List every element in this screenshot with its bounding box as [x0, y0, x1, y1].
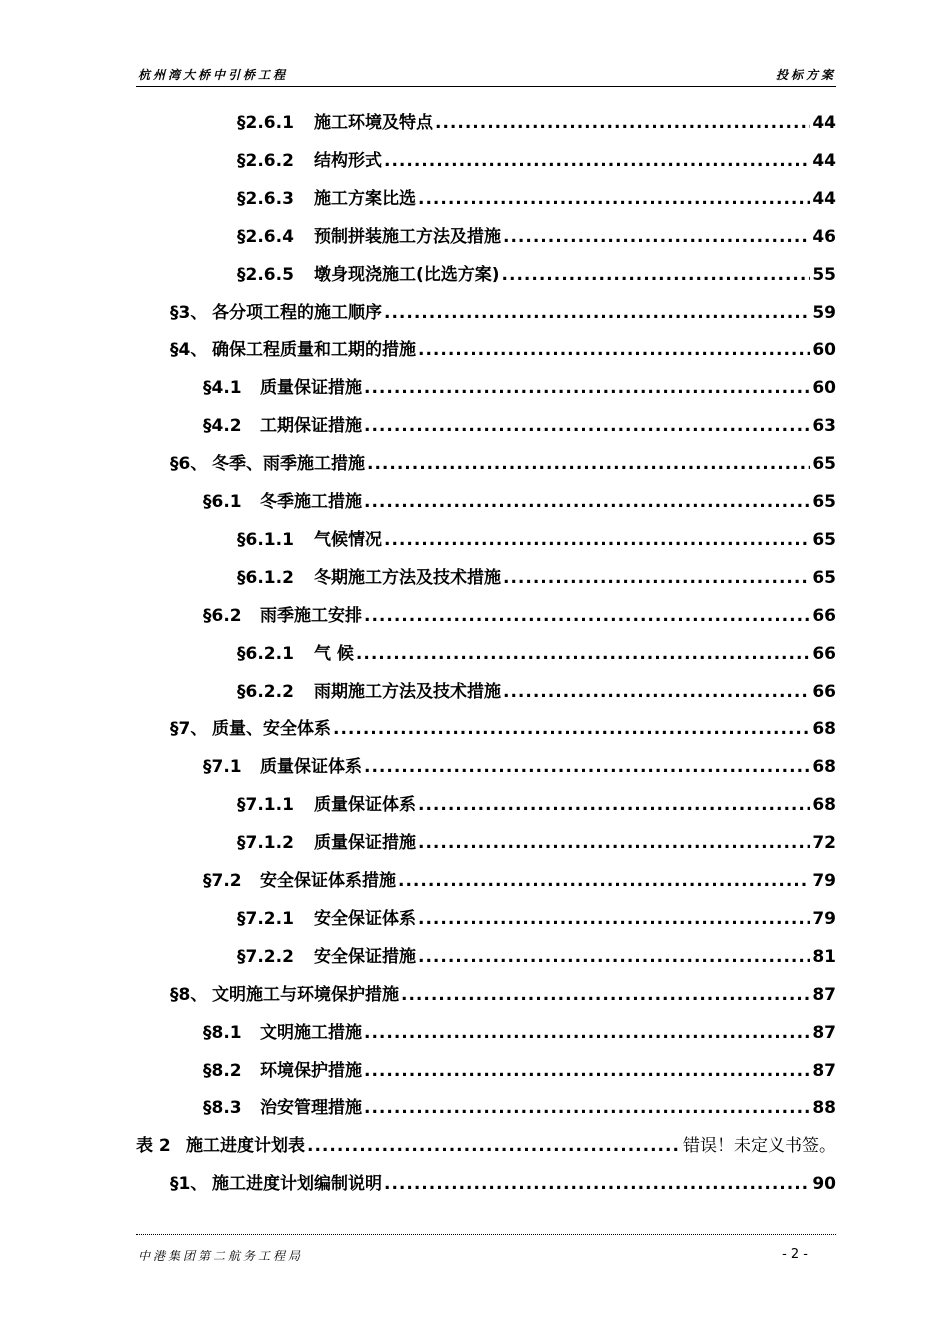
toc-entry-number: §6.1.1 — [237, 529, 294, 550]
toc-entry-page: 87 — [812, 1060, 836, 1081]
toc-entry-title: 雨期施工方法及技术措施 — [314, 681, 501, 702]
toc-entry[interactable] — [203, 1019, 836, 1047]
toc-entry-page: 88 — [812, 1098, 836, 1119]
toc-entry-title: 环境保护措施 — [260, 1060, 362, 1081]
toc-entry[interactable] — [237, 223, 836, 251]
header-project-title: 杭州湾大桥中引桥工程 — [138, 68, 289, 82]
toc-entry[interactable] — [237, 678, 836, 706]
toc-entry-title: 墩身现浇施工(比选方案) — [314, 264, 500, 285]
toc-entry-page: 66 — [812, 681, 836, 702]
toc-entry-title: 雨季施工安排 — [260, 605, 362, 626]
toc-entry[interactable] — [136, 1132, 836, 1160]
toc-dot-leader — [364, 1094, 810, 1122]
toc-dot-leader — [435, 109, 810, 137]
toc-dot-leader — [418, 791, 810, 819]
toc-entry-title: 文明施工措施 — [260, 1022, 362, 1043]
toc-entry-number: §4.2 — [203, 416, 242, 437]
toc-entry-title: 确保工程质量和工期的措施 — [212, 340, 416, 361]
page-header — [136, 64, 836, 87]
toc-entry[interactable] — [237, 640, 836, 668]
toc-entry-page: 72 — [812, 833, 836, 854]
toc-entry[interactable] — [237, 829, 836, 857]
toc-entry-number: §7.1.2 — [237, 833, 294, 854]
toc-entry-title: 质量、安全体系 — [212, 719, 331, 740]
toc-dot-leader — [367, 450, 810, 478]
toc-entry-page: 46 — [812, 226, 836, 247]
toc-entry-page: 63 — [812, 416, 836, 437]
toc-entry-number: §6.1 — [203, 492, 242, 512]
toc-dot-leader — [418, 943, 810, 971]
toc-entry-title: 各分项工程的施工顺序 — [212, 302, 382, 323]
toc-entry[interactable] — [237, 109, 836, 137]
toc-entry-number: §6.2.2 — [237, 681, 294, 702]
toc-entry-number: §2.6.5 — [237, 264, 294, 285]
toc-entry-page: 65 — [812, 529, 836, 550]
toc-dot-leader — [503, 564, 810, 592]
toc-dot-leader — [307, 1132, 681, 1160]
toc-entry[interactable] — [237, 564, 836, 592]
toc-entry-page: 60 — [812, 340, 836, 361]
toc-entry-page: 44 — [812, 150, 836, 171]
toc-entry-page: 68 — [812, 757, 836, 778]
toc-entry[interactable] — [237, 147, 836, 175]
toc-entry-number: §1、 — [170, 1174, 208, 1195]
toc-entry-title: 安全保证措施 — [314, 946, 416, 967]
toc-entry-page: 66 — [812, 643, 836, 664]
toc-entry-number: §7.1.1 — [237, 795, 294, 816]
toc-entry-page: 65 — [812, 567, 836, 588]
toc-entry-title: 冬期施工方法及技术措施 — [314, 567, 501, 588]
toc-entry[interactable] — [203, 867, 836, 895]
toc-entry[interactable] — [203, 1057, 836, 1085]
toc-entry-title: 气候情况 — [314, 529, 382, 550]
toc-entry-number: §8.3 — [203, 1098, 242, 1119]
toc-entry-page: 44 — [812, 188, 836, 209]
toc-entry-title: 冬季、雨季施工措施 — [212, 454, 365, 475]
toc-dot-leader — [364, 1019, 810, 1047]
toc-dot-leader — [333, 715, 810, 743]
toc-entry[interactable] — [170, 450, 836, 478]
toc-entry-number: §4.1 — [203, 378, 242, 399]
toc-entry-title: 预制拼装施工方法及措施 — [314, 226, 501, 247]
toc-entry-number: §6、 — [170, 454, 208, 475]
toc-entry-number: §6.2 — [203, 605, 242, 626]
toc-entry-number: §8.2 — [203, 1060, 242, 1081]
toc-dot-leader — [364, 488, 810, 516]
toc-entry-number: §2.6.2 — [237, 150, 294, 171]
toc-entry-number: §6.1.2 — [237, 567, 294, 588]
toc-entry-title: 安全保证体系措施 — [260, 871, 396, 891]
toc-entry-page: 68 — [812, 795, 836, 816]
toc-dot-leader — [398, 867, 810, 895]
toc-entry-title: 质量保证措施 — [314, 833, 416, 854]
toc-dot-leader — [384, 526, 810, 554]
page-footer — [136, 1234, 836, 1263]
toc-entry[interactable] — [237, 943, 836, 971]
toc-entry-number: §8.1 — [203, 1022, 242, 1043]
toc-entry-page: 错误！未定义书签。 — [683, 1136, 836, 1157]
toc-dot-leader — [356, 640, 810, 668]
toc-dot-leader — [503, 678, 810, 706]
toc-dot-leader — [364, 753, 810, 781]
toc-entry-number: §2.6.3 — [237, 188, 294, 209]
toc-entry-page: 60 — [812, 378, 836, 399]
toc-entry-page: 59 — [812, 302, 836, 323]
toc-entry-number: §8、 — [170, 984, 208, 1005]
toc-dot-leader — [384, 299, 810, 327]
toc-dot-leader — [418, 829, 810, 857]
toc-dot-leader — [364, 374, 810, 402]
toc-entry-title: 工期保证措施 — [260, 416, 362, 437]
toc-entry-number: §7.2.1 — [237, 908, 294, 929]
toc-dot-leader — [384, 1170, 810, 1198]
toc-entry[interactable] — [203, 602, 836, 630]
toc-entry-title: 质量保证措施 — [260, 378, 362, 399]
toc-dot-leader — [418, 185, 810, 213]
toc-entry-title: 安全保证体系 — [314, 908, 416, 929]
toc-entry-title: 结构形式 — [314, 150, 382, 171]
toc-entry-title: 文明施工与环境保护措施 — [212, 984, 399, 1005]
toc-dot-leader — [418, 905, 810, 933]
toc-dot-leader — [401, 981, 810, 1009]
toc-dot-leader — [502, 261, 811, 289]
toc-entry-number: §2.6.4 — [237, 226, 294, 247]
page-number: - 2 - — [782, 1247, 808, 1262]
toc-entry-title: 质量保证体系 — [260, 757, 362, 778]
toc-dot-leader — [503, 223, 810, 251]
toc-dot-leader — [418, 336, 810, 364]
toc-entry-number: §2.6.1 — [237, 113, 294, 133]
toc-entry-number: §6.2.1 — [237, 643, 294, 664]
toc-entry-page: 79 — [812, 908, 836, 929]
toc-entry-page: 65 — [812, 492, 836, 512]
toc-entry-title: 施工环境及特点 — [314, 113, 433, 133]
toc-entry-number: §7.2 — [203, 871, 242, 891]
toc-entry[interactable] — [170, 336, 836, 364]
toc-entry[interactable] — [203, 753, 836, 781]
toc-entry[interactable] — [203, 488, 836, 516]
toc-dot-leader — [364, 1057, 810, 1085]
toc-entry-title: 治安管理措施 — [260, 1098, 362, 1119]
toc-entry-page: 90 — [812, 1174, 836, 1195]
toc-dot-leader — [364, 412, 810, 440]
toc-dot-leader — [384, 147, 810, 175]
toc-entry[interactable] — [170, 299, 836, 327]
toc-entry-page: 87 — [812, 1022, 836, 1043]
toc-entry[interactable] — [203, 374, 836, 402]
toc-entry-page: 44 — [812, 113, 836, 133]
toc-entry-page: 65 — [812, 454, 836, 475]
toc-entry-title: 施工进度计划表 — [186, 1136, 305, 1157]
toc-entry-page: 66 — [812, 605, 836, 626]
footer-company: 中港集团第二航务工程局 — [138, 1249, 304, 1263]
toc-entry[interactable] — [203, 1094, 836, 1122]
toc-entry-page: 79 — [812, 871, 836, 891]
toc-entry-page: 81 — [812, 946, 836, 967]
toc-entry-title: 质量保证体系 — [314, 795, 416, 816]
toc-entry-title: 冬季施工措施 — [260, 492, 362, 512]
toc-entry[interactable] — [237, 905, 836, 933]
toc-dot-leader — [364, 602, 810, 630]
toc-entry[interactable] — [237, 791, 836, 819]
toc-entry[interactable] — [170, 981, 836, 1009]
toc-entry[interactable] — [237, 261, 836, 289]
toc-entry[interactable] — [170, 1170, 836, 1198]
toc-entry-title: 施工方案比选 — [314, 188, 416, 209]
toc-entry-number: §4、 — [170, 340, 208, 361]
toc-entry[interactable] — [237, 185, 836, 213]
toc-entry[interactable] — [237, 526, 836, 554]
header-document-type: 投标方案 — [775, 68, 836, 82]
toc-entry[interactable] — [170, 715, 836, 743]
toc-entry-title: 施工进度计划编制说明 — [212, 1174, 382, 1195]
toc-entry-page: 68 — [812, 719, 836, 740]
toc-entry-number: §7.2.2 — [237, 946, 294, 967]
toc-entry-page: 87 — [812, 984, 836, 1005]
toc-entry-number: §3、 — [170, 302, 208, 323]
toc-entry-title: 气 候 — [314, 643, 354, 664]
toc-entry-number: §7、 — [170, 719, 208, 740]
toc-entry-page: 55 — [812, 264, 836, 285]
toc-entry-number: §7.1 — [203, 757, 242, 778]
toc-entry[interactable] — [203, 412, 836, 440]
toc-entry-number: 表 2 — [136, 1136, 171, 1157]
